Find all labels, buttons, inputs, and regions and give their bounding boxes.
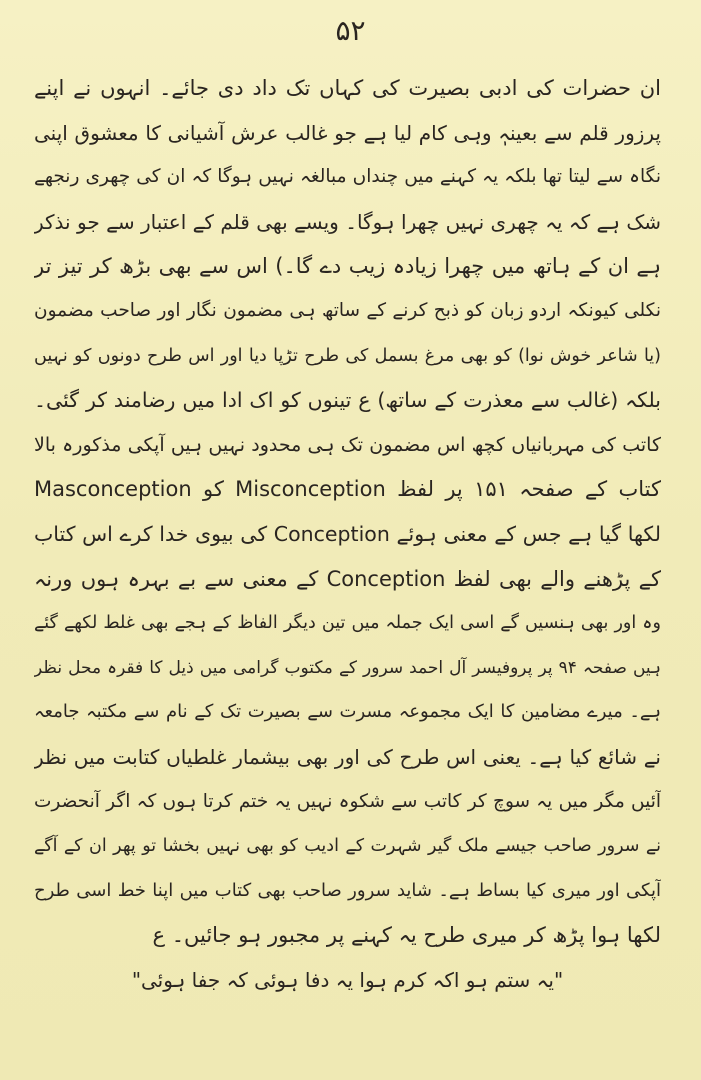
body-text: [34, 66, 661, 1002]
page-number: ۵۲: [335, 14, 366, 47]
text-line: نکلی کیونکہ اردو زبان کو ذبح کرنے کے ساتھ ہی مضمون نگار اور صاحب مضمون: [34, 299, 661, 321]
text-line: لکھا گیا ہے جس کے معنی ہوئے Conception کی بیوی خدا کرے اس کتاب: [34, 521, 661, 546]
text-line: ہے ان کے ہاتھ میں چھرا زیادہ زیب دے گا۔) اس سے بھی بڑھ کر تیز تر: [34, 254, 661, 279]
text-line: بلکہ (غالب سے معذرت کے ساتھ) ع تینوں کو اک ادا میں رضامند کر گئی۔: [34, 388, 661, 413]
text-line: ہیں صفحہ ۹۴ پر پروفیسر آل احمد سرور کے مکتوب گرامی میں ذیل کا فقرہ محل نظر: [34, 657, 661, 678]
text-line: نے شائع کیا ہے۔ یعنی اس طرح کی اور بھی بیشمار غلطیاں کتابت میں نظر: [34, 744, 661, 769]
text-line: نگاہ سے لیتا تھا بلکہ یہ کہنے میں چنداں مبالغہ نہیں ہوگا کہ ان کی چھری رنجھے: [34, 166, 661, 188]
text-line: پرزور قلم سے بعینہٖ وہی کام لیا ہے جو غالب عرش آشیانی کا معشوق اپنی: [34, 120, 661, 145]
text-line: کاتب کی مہربانیاں کچھ اس مضمون تک ہی محدود نہیں ہیں آپکی مذکورہ بالا: [34, 433, 661, 456]
text-line: لکھا ہوا پڑھ کر میری طرح یہ کہنے پر مجبور ہو جائیں۔ ع: [152, 923, 661, 948]
text-line: وہ اور بھی ہنسیں گے اسی ایک جملہ میں تین دیگر الفاظ کے ہجے بھی غلط لکھے گئے: [34, 613, 661, 634]
text-line: ہے۔ میرے مضامین کا ایک مجموعہ مسرت سے بصیرت تک کے نام سے مکتبہ جامعہ: [34, 701, 661, 723]
text-line: کے پڑھنے والے بھی لفظ Conception کے معنی سے بے بہرہ ہوں ورنہ: [34, 566, 661, 591]
text-line: (یا شاعر خوش نوا) کو بھی مرغ بسمل کی طرح تڑپا دیا اور اس طرح دونوں کو نہیں: [34, 345, 661, 366]
text-line: شک ہے کہ یہ چھری نہیں چھرا ہوگا۔ ویسے بھی قلم کے اعتبار سے جو نذکر: [34, 209, 661, 234]
text-line: کتاب کے صفحہ ۱۵۱ پر لفظ Misconception کو Masconception: [34, 477, 661, 502]
text-line: نے سرور صاحب جیسے ملک گیر شہرت کے ادیب کو بھی نہیں بخشا تو پھر ان کے آگے: [34, 836, 661, 857]
text-line: ان حضرات کی ادبی بصیرت کی کہاں تک داد دی جائے۔ انہوں نے اپنے: [34, 76, 661, 100]
text-line: آپکی اور میری کیا بساط ہے۔ شاید سرور صاحب بھی کتاب میں اپنا خط اسی طرح: [34, 879, 661, 901]
closing-verse: "یہ ستم ہو اکہ کرم ہوا یہ دفا ہوئی کہ جفا ہوئی": [131, 967, 564, 992]
text-line: آئیں مگر میں یہ سوچ کر کاتب سے شکوہ نہیں یہ ختم کرتا ہوں کہ اگر آنحضرت: [34, 790, 661, 812]
